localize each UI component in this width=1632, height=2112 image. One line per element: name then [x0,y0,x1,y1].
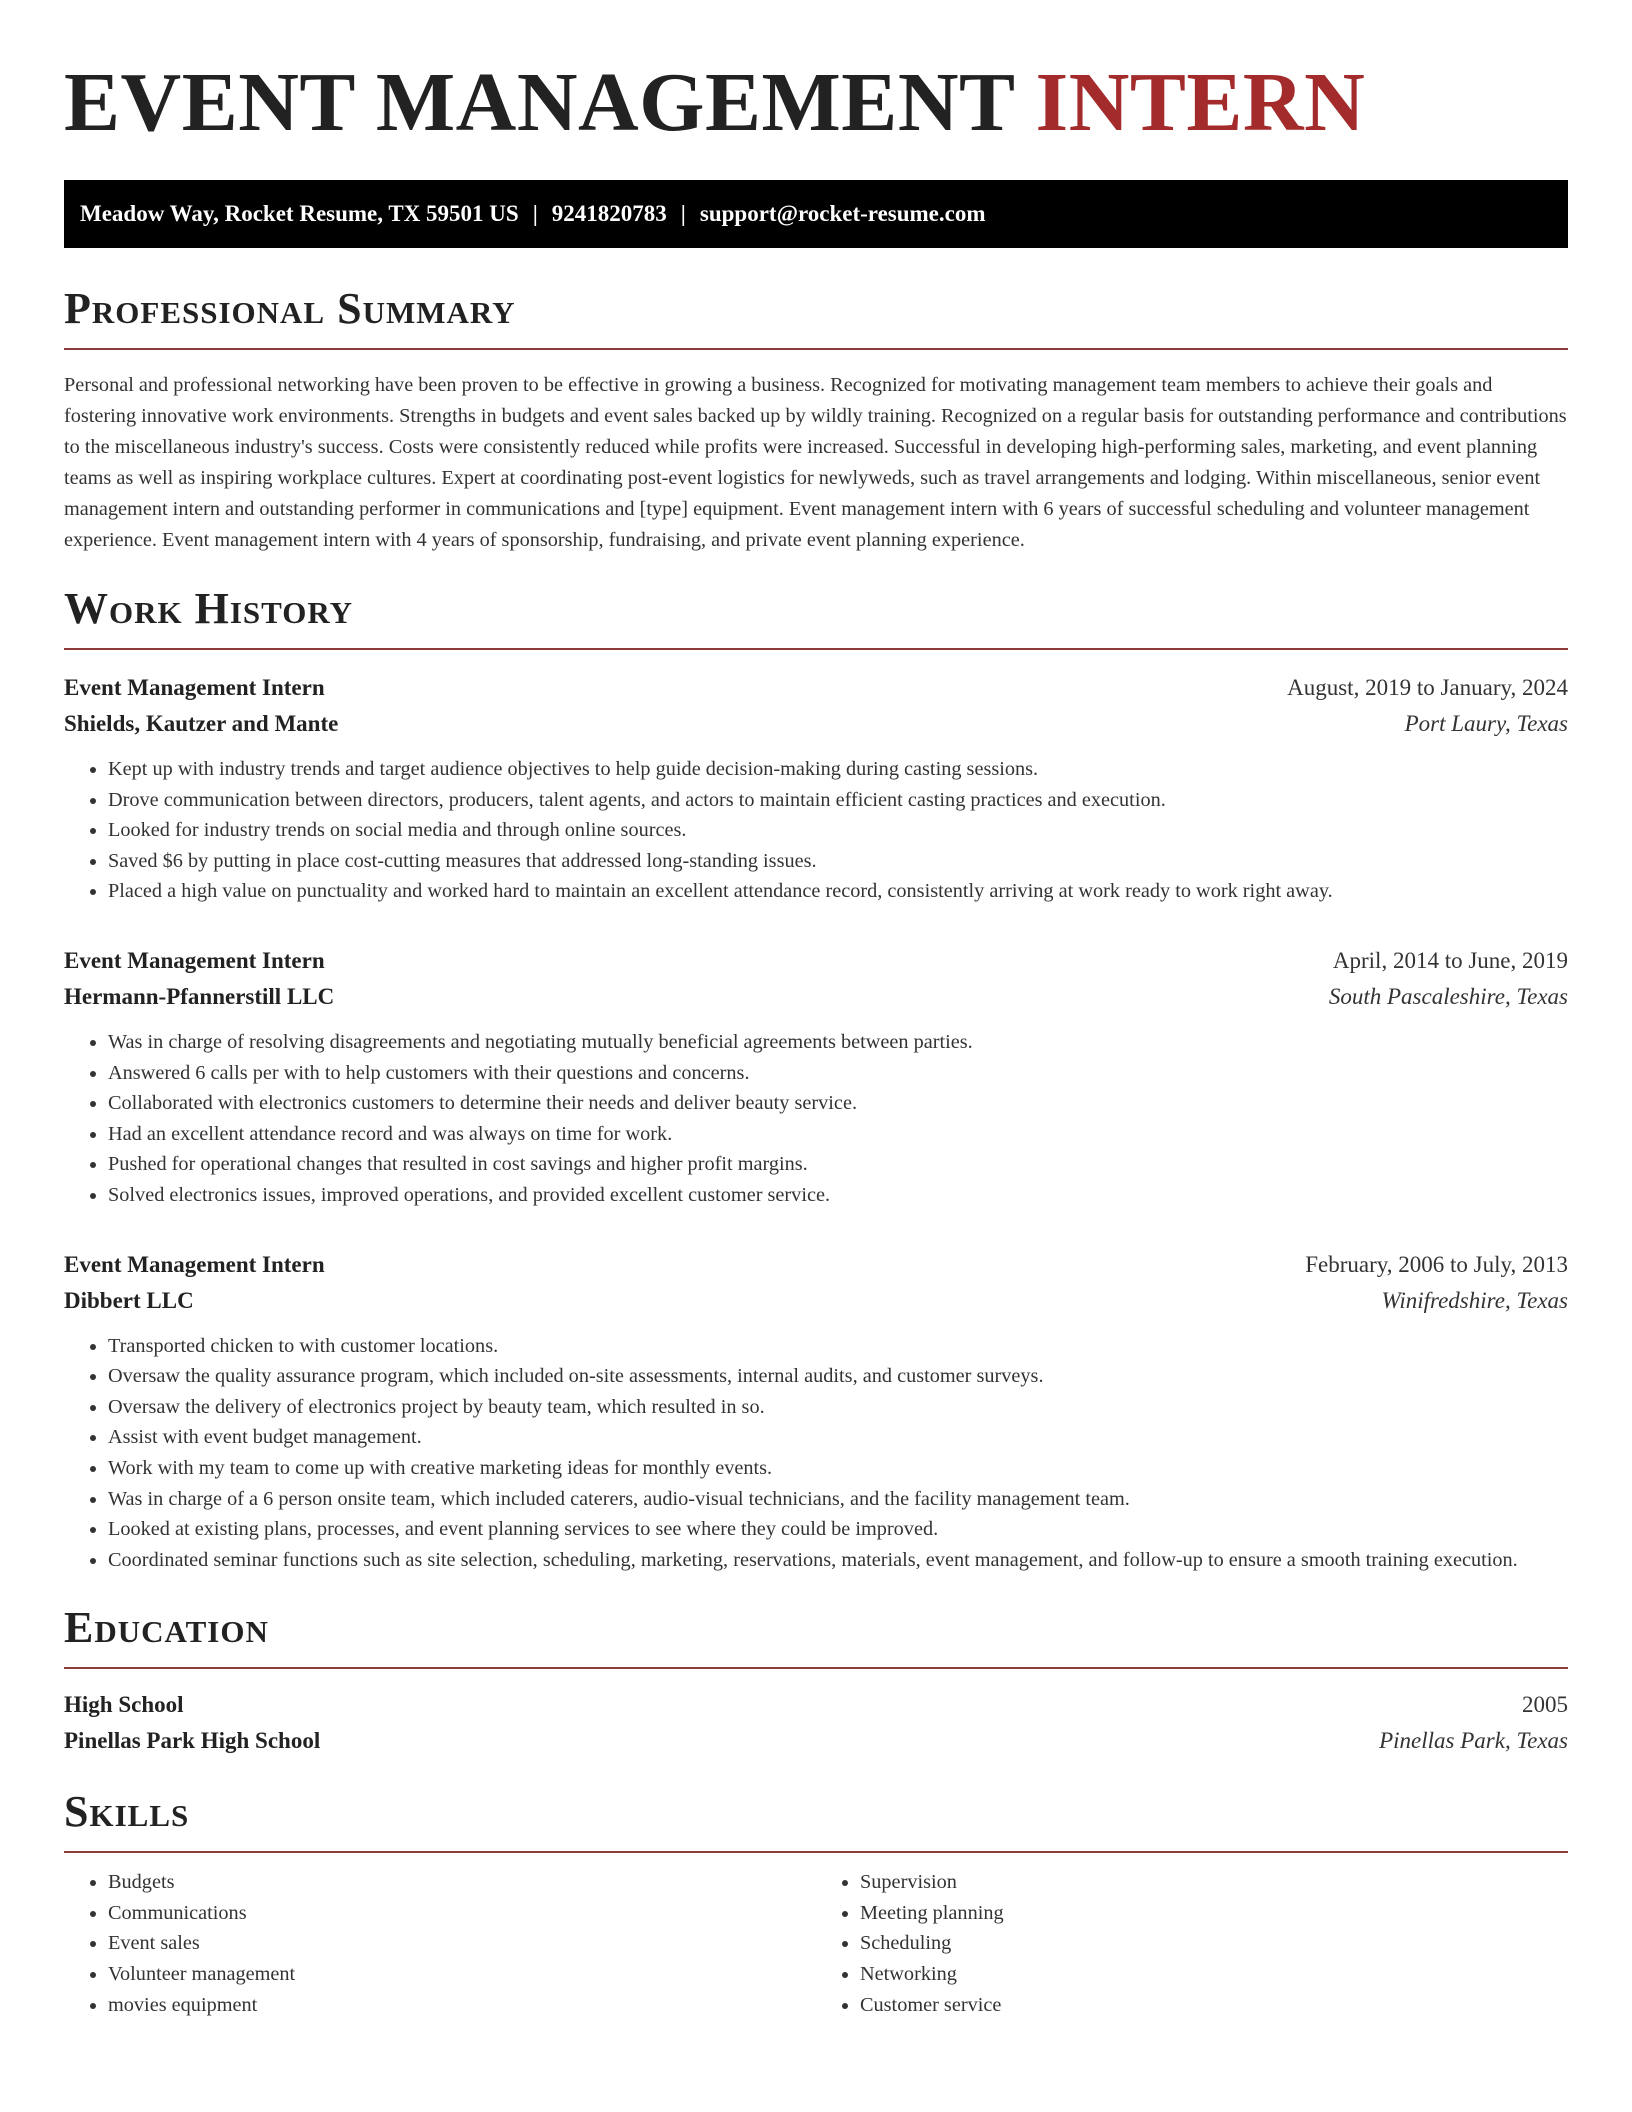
job-company-row [64,979,1568,1015]
contact-phone: 9241820783 [551,201,667,226]
skill-item: • Customer service [860,1990,1568,2021]
skill-item: • Supervision [860,1867,1568,1898]
work-history-section [64,584,1568,1575]
skill-item: • Networking [860,1959,1568,1990]
title-accent: INTERN [1035,56,1366,149]
job-bullet: • Transported chicken to with customer locations. [108,1331,1568,1362]
job-bullet: • Oversaw the delivery of electronics project by beauty team, which resulted in so. [108,1392,1568,1423]
job-bullet: • Saved $6 by putting in place cost-cutting measures that addressed long-standing issues. [108,846,1568,877]
job-bullet: • Had an excellent attendance record and was always on time for work. [108,1119,1568,1150]
job-title: Event Management Intern [64,1251,325,1277]
contact-address: Meadow Way, Rocket Resume, TX 59501 US [80,201,519,226]
summary-text: Personal and professional networking have been proven to be effective in growing a business. Recognized for motivating management team members to achieve their goals and fostering innovative work environments. Strengths in budgets and event sales backed up by wildly training. Recognized on a regular basis for outstanding performance and contributions to the miscellaneous industry's success. Costs were consistently reduced while profits were increased. Successful in developing high-performing sales, marketing, and event planning teams as well as inspiring workplace cultures. Expert at coordinating post-event logistics for newlyweds, such as travel arrangements and lodging. Within miscellaneous, senior event management intern and outstanding performer in communications and [type] equipment. Event management intern with 6 years of successful scheduling and volunteer management experience. Event management intern with 4 years of sponsorship, fundraising, and private event planning experience. [64,374,1567,551]
job-company: Shields, Kautzer and Mante [64,711,339,736]
job-bullet: • Was in charge of a 6 person onsite team, which included caterers, audio-visual technicians, and the facility management team. [108,1484,1568,1515]
skill-item: • Volunteer management [108,1959,816,1990]
summary-section [64,284,1568,556]
education-school-row [64,1723,1568,1759]
skills-list-right [816,1867,1568,2020]
job-header-row [64,943,1568,979]
job-company-row [64,1283,1568,1319]
contact-email: support@rocket-resume.com [699,201,986,226]
skill-item: • Event sales [108,1928,816,1959]
job-bullet: • Coordinated seminar functions such as site selection, scheduling, marketing, reservations, materials, event management, and follow-up to ensure a smooth training execution. [108,1545,1568,1576]
job-entry [64,670,1568,907]
resume-title [64,58,1568,148]
job-bullet: • Drove communication between directors, producers, talent agents, and actors to maintain efficient casting practices and execution. [108,785,1568,816]
skill-item: • Meeting planning [860,1898,1568,1929]
skill-item: • movies equipment [108,1990,816,2021]
job-dates: April, 2014 to June, 2019 [1332,947,1568,973]
job-company-row [64,706,1568,742]
job-bullet: • Solved electronics issues, improved operations, and provided excellent customer service. [108,1180,1568,1211]
job-bullet: • Assist with event budget management. [108,1422,1568,1453]
job-company: Hermann-Pfannerstill LLC [64,983,335,1009]
job-location: South Pascaleshire, Texas [1328,983,1568,1009]
contact-separator: | [680,201,686,226]
work-history-heading: Work History [64,584,1568,650]
job-location: Winifredshire, Texas [1381,1287,1568,1313]
education-heading: Education [64,1603,1568,1669]
job-title: Event Management Intern [64,947,325,973]
job-bullet: • Collaborated with electronics customers to determine their needs and deliver beauty service. [108,1088,1568,1119]
education-year: 2005 [1522,1692,1568,1718]
job-dates: August, 2019 to January, 2024 [1287,675,1568,700]
education-location: Pinellas Park, Texas [1379,1728,1568,1754]
job-bullets [64,1331,1568,1576]
skill-item: • Communications [108,1898,816,1929]
job-bullet: • Oversaw the quality assurance program, which included on-site assessments, internal audits, and customer surveys. [108,1361,1568,1392]
job-bullet: • Was in charge of resolving disagreements and negotiating mutually beneficial agreements between parties. [108,1027,1568,1058]
skills-columns [64,1867,1568,2020]
contact-separator: | [532,201,538,226]
job-bullet: • Work with my team to come up with creative marketing ideas for monthly events. [108,1453,1568,1484]
job-header-row [64,1247,1568,1283]
education-degree-row [64,1687,1568,1723]
skills-section [64,1787,1568,2020]
education-school: Pinellas Park High School [64,1728,321,1754]
job-bullets [64,754,1568,907]
job-bullets [64,1027,1568,1211]
job-bullet: • Kept up with industry trends and target audience objectives to help guide decision-making during casting sessions. [108,754,1568,785]
education-degree: High School [64,1692,184,1718]
skills-heading: Skills [64,1787,1568,1853]
job-company: Dibbert LLC [64,1287,194,1313]
education-section [64,1603,1568,1759]
title-main: EVENT MANAGEMENT [64,56,1015,149]
job-location: Port Laury, Texas [1404,711,1568,736]
job-bullet: • Looked at existing plans, processes, and event planning services to see where they could be improved. [108,1514,1568,1545]
summary-heading: Professional Summary [64,284,1568,350]
contact-bar [64,180,1568,248]
skills-list-left [64,1867,816,2020]
job-dates: February, 2006 to July, 2013 [1305,1251,1568,1277]
job-bullet: • Looked for industry trends on social media and through online sources. [108,815,1568,846]
job-title: Event Management Intern [64,675,325,700]
job-header-row [64,670,1568,706]
job-entry [64,943,1568,1211]
skill-item: • Scheduling [860,1928,1568,1959]
job-bullet: • Placed a high value on punctuality and worked hard to maintain an excellent attendance record, consistently arriving at work ready to work right away. [108,876,1568,907]
job-entry [64,1247,1568,1576]
education-entry [64,1687,1568,1759]
job-bullet: • Pushed for operational changes that resulted in cost savings and higher profit margins. [108,1149,1568,1180]
job-bullet: • Answered 6 calls per with to help customers with their questions and concerns. [108,1058,1568,1089]
skill-item: • Budgets [108,1867,816,1898]
